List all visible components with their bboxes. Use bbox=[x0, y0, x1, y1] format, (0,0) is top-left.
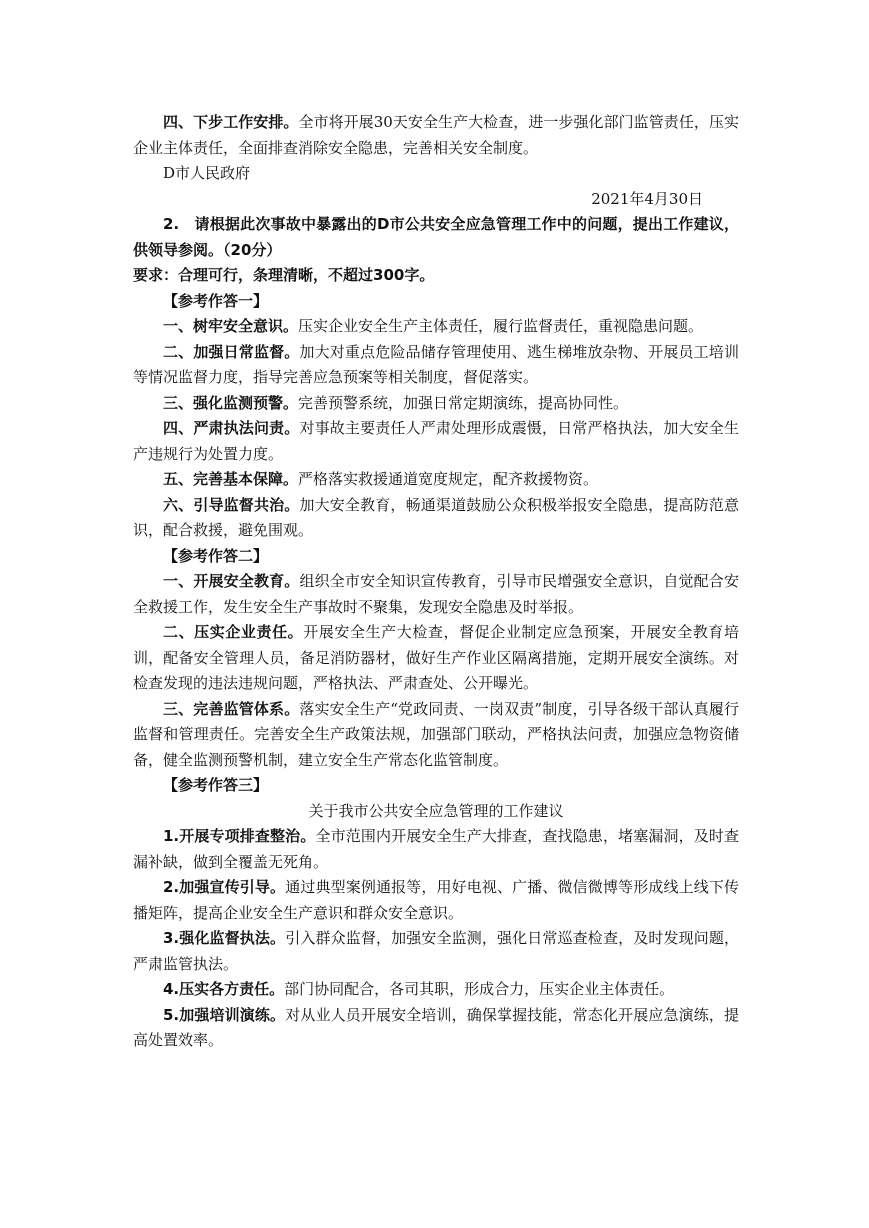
item-heading: 3.强化监督执法。 bbox=[163, 929, 286, 947]
item-heading: 四、下步工作安排。 bbox=[163, 113, 299, 131]
item-body: 加大对重点危险品储存管理使用、逃生梯堆放杂物、开展员工培训等情况监督力度，指导完善应急预案等相关制度，督促落实。 bbox=[133, 342, 739, 386]
answer1-item bbox=[133, 340, 739, 391]
item-heading: 五、完善基本保障。 bbox=[163, 470, 299, 488]
item-heading: 四、严肃执法问责。 bbox=[163, 419, 300, 437]
item-body: 严格落实救援通道宽度规定，配齐救援物资。 bbox=[298, 470, 599, 488]
item-heading: 一、开展安全教育。 bbox=[163, 572, 300, 590]
answer3-title: 【参考作答三】 bbox=[163, 776, 269, 794]
answer3-item bbox=[133, 926, 739, 977]
item-body: 落实安全生产“党政同责、一岗双责”制度，引导各级干部认真履行监督和管理责任。完善安全生产政策法规，加强部门联动，严格执法问责，加强应急物资储备，健全监测预警机制，建立安全生产常态化监管制度。 bbox=[133, 699, 739, 769]
answer3-item bbox=[133, 875, 739, 926]
item-heading: 六、引导监督共治。 bbox=[163, 495, 300, 514]
item-body: 全市范围内开展安全生产大排查，查找隐患，堵塞漏洞，及时查漏补缺，做到全覆盖无死角。 bbox=[133, 827, 739, 871]
item-body: 对从业人员开展安全培训，确保掌握技能，常态化开展应急演练，提高处置效率。 bbox=[133, 1005, 739, 1049]
item-body: 加大安全教育，畅通渠道鼓励公众积极举报安全隐患，提高防范意识，配合救援，避免围观。 bbox=[133, 495, 739, 539]
answer1-item bbox=[133, 314, 739, 340]
item-heading: 一、树牢安全意识。 bbox=[163, 317, 299, 335]
item-heading: 二、压实企业责任。 bbox=[163, 623, 304, 641]
answer1-item bbox=[133, 493, 739, 544]
answer1-item bbox=[133, 467, 739, 493]
intro-item-4 bbox=[133, 110, 739, 161]
answer2-title: 【参考作答二】 bbox=[163, 546, 269, 565]
answer2-item bbox=[133, 569, 739, 620]
document-page bbox=[133, 110, 739, 1054]
item-heading: 4.压实各方责任。 bbox=[163, 980, 285, 998]
answer2-item bbox=[133, 620, 739, 697]
item-body: 开展安全生产大检查，督促企业制定应急预案，开展安全教育培训，配备安全管理人员，备足消防器材，做好生产作业区隔离措施，定期开展安全演练。对检查发现的违法违规问题，严格执法、严肃查处、公开曝光。 bbox=[133, 623, 739, 692]
item-heading: 三、完善监管体系。 bbox=[163, 699, 300, 718]
item-heading: 5.加强培训演练。 bbox=[163, 1005, 286, 1024]
signature: D市人民政府 bbox=[163, 164, 251, 182]
item-body: 组织全市安全知识宣传教育，引导市民增强安全意识，自觉配合安全救援工作，发生安全生产事故时不聚集，发现安全隐患及时举报。 bbox=[133, 572, 739, 616]
item-body: 对事故主要责任人严肃处理形成震慑，日常严格执法，加大安全生产违规行为处置力度。 bbox=[133, 419, 739, 463]
item-heading: 1.开展专项排查整治。 bbox=[163, 827, 316, 845]
answer3-item bbox=[133, 1003, 739, 1054]
question-text: 2. 请根据此次事故中暴露出的D市公共安全应急管理工作中的问题，提出工作建议，供领导参阅。（20分） bbox=[133, 215, 739, 259]
item-body: 压实企业安全生产主体责任，履行监督责任，重视隐患问题。 bbox=[298, 317, 704, 335]
answer2-item bbox=[133, 697, 739, 774]
date: 2021年4月30日 bbox=[591, 189, 703, 208]
answer3-item bbox=[133, 977, 739, 1003]
item-body: 全市将开展30天安全生产大检查，进一步强化部门监管责任，压实企业主体责任，全面排查消除安全隐患，完善相关安全制度。 bbox=[133, 113, 739, 157]
item-heading: 2.加强宣传引导。 bbox=[163, 878, 286, 896]
item-body: 通过典型案例通报等，用好电视、广播、微信微博等形成线上线下传播矩阵，提高企业安全生产意识和群众安全意识。 bbox=[133, 878, 739, 922]
item-heading: 二、加强日常监督。 bbox=[163, 342, 300, 361]
answer1-item bbox=[133, 391, 739, 417]
answer1-title: 【参考作答一】 bbox=[163, 291, 269, 310]
answer1-item bbox=[133, 416, 739, 467]
item-heading: 三、强化监测预警。 bbox=[163, 393, 299, 412]
answer3-item bbox=[133, 824, 739, 875]
item-body: 引入群众监督，加强安全监测，强化日常巡查检查，及时发现问题，严肃监管执法。 bbox=[133, 929, 739, 973]
item-body: 完善预警系统，加强日常定期演练，提高协同性。 bbox=[298, 393, 629, 412]
answer3-doc-title: 关于我市公共安全应急管理的工作建议 bbox=[308, 801, 564, 820]
item-body: 部门协同配合，各司其职，形成合力，压实企业主体责任。 bbox=[284, 980, 675, 998]
question-requirement: 要求：合理可行，条理清晰，不超过300字。 bbox=[133, 266, 435, 284]
